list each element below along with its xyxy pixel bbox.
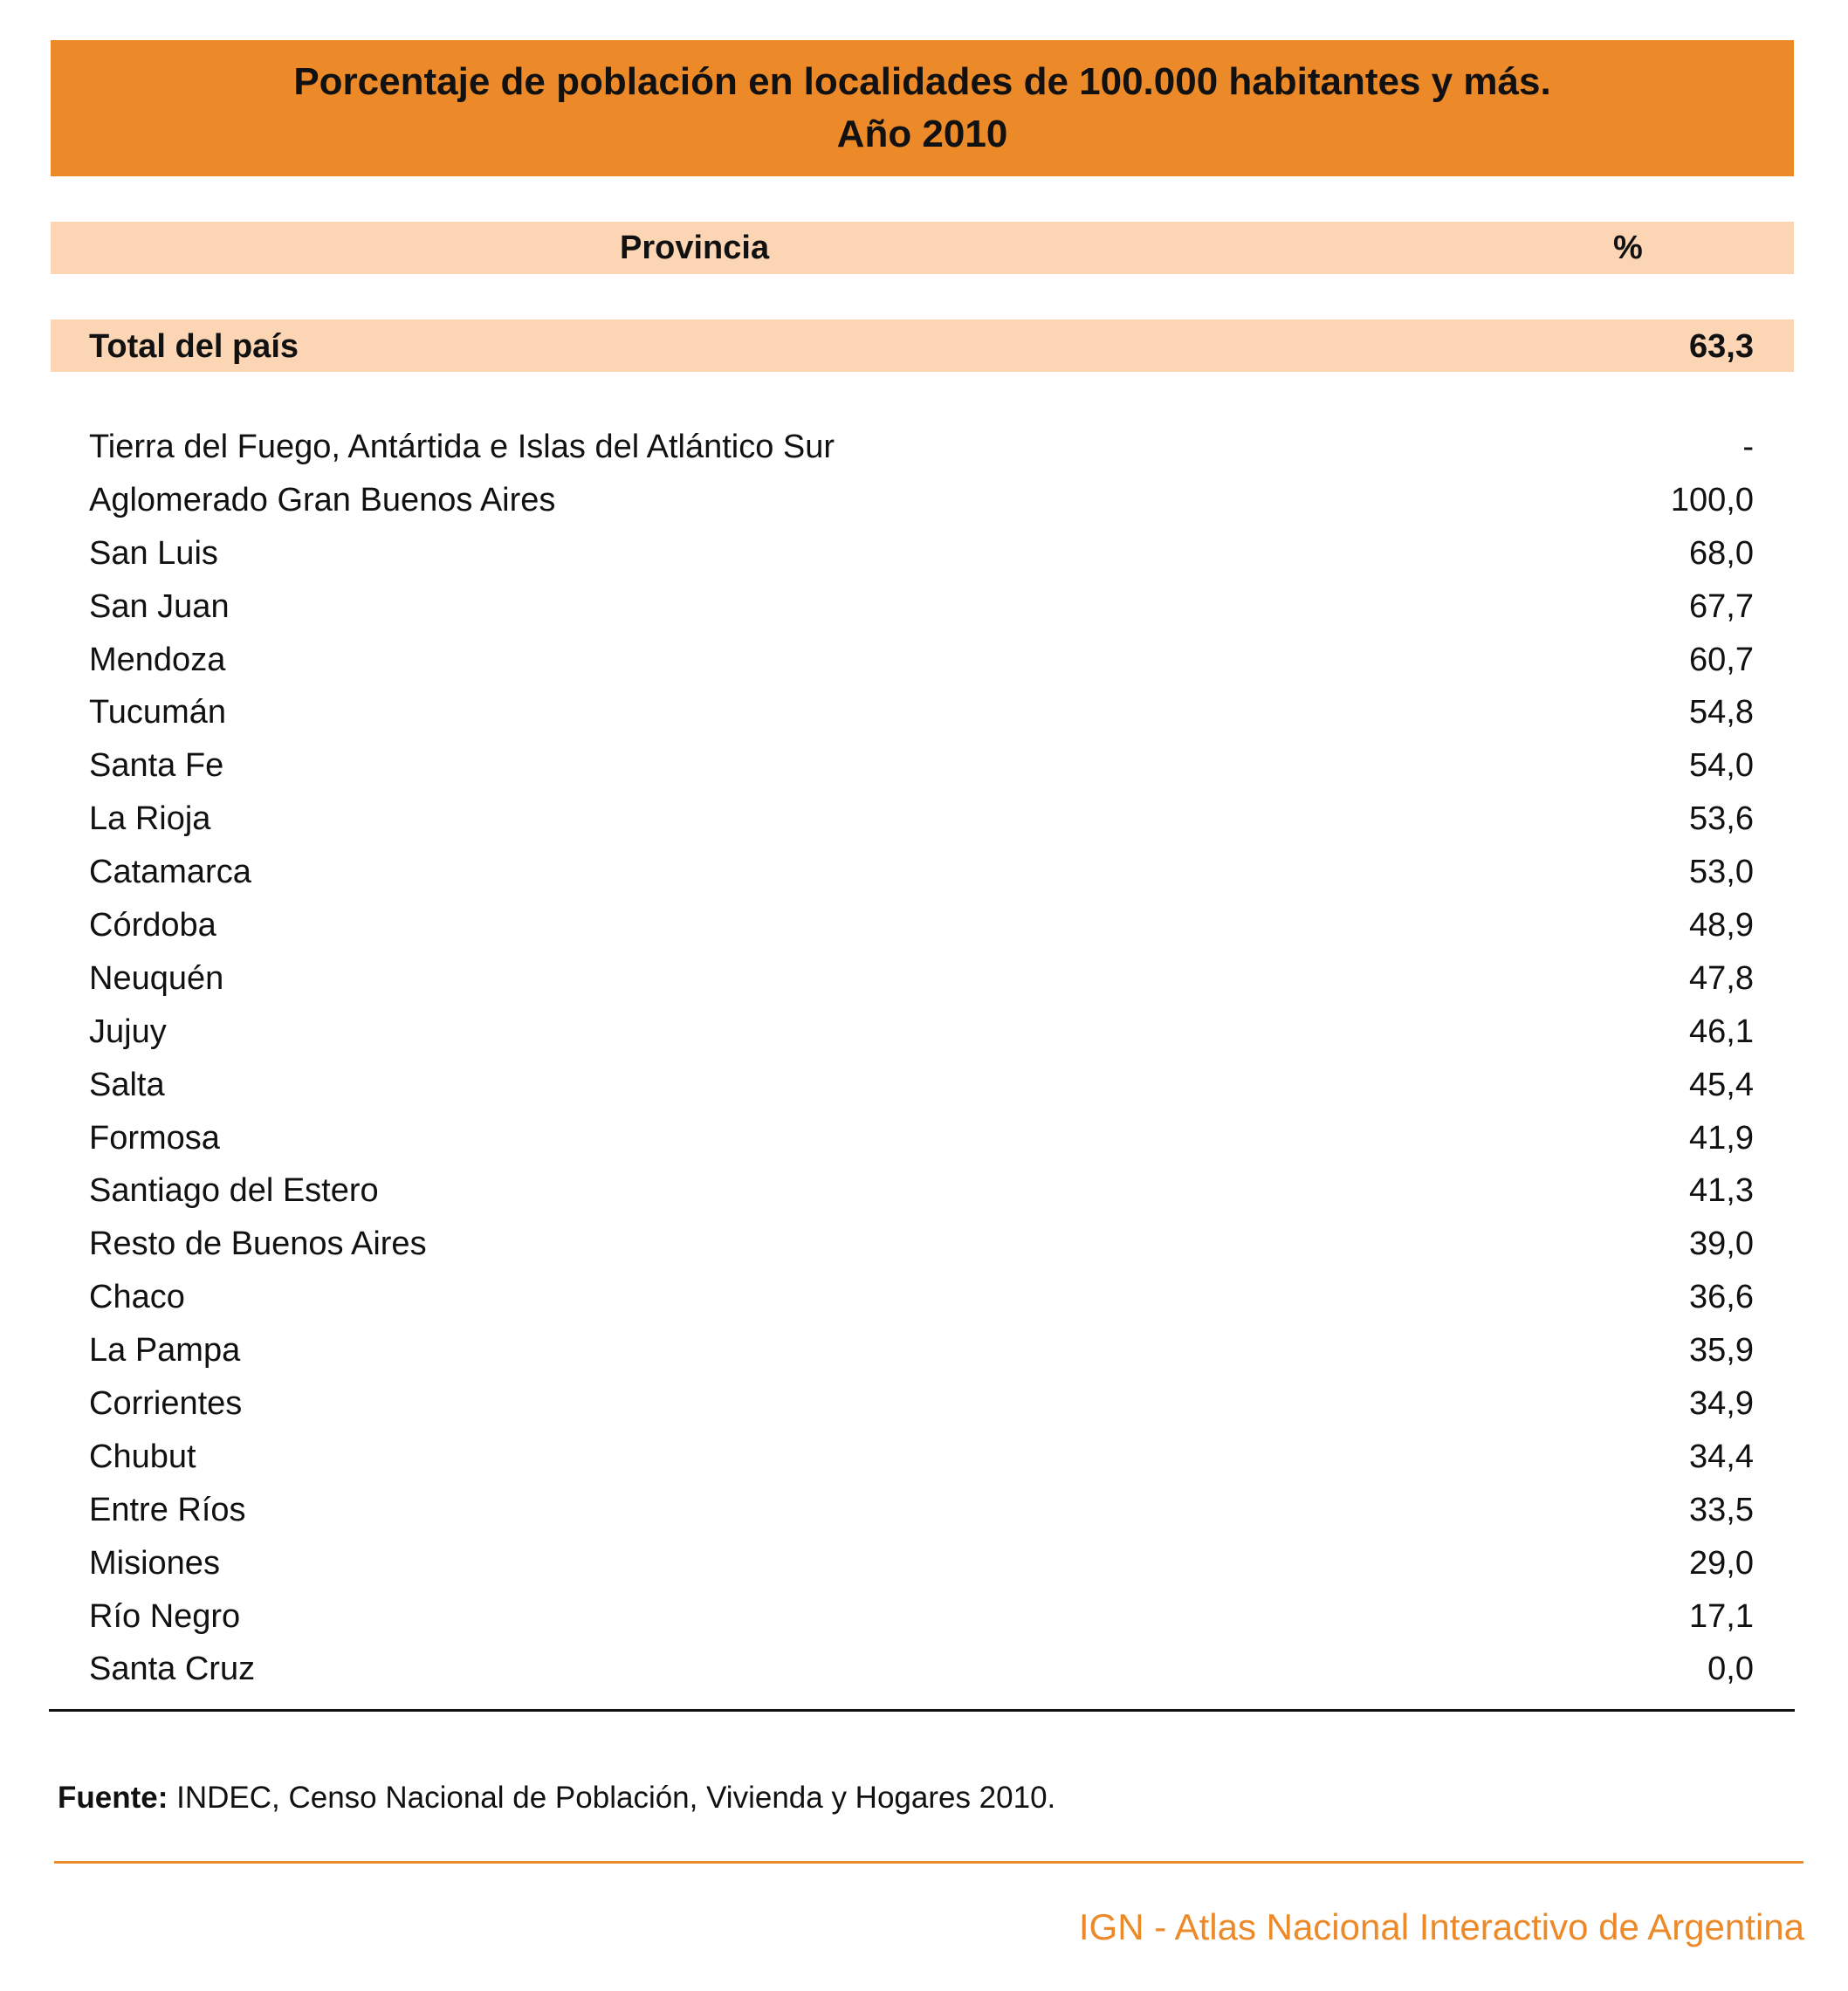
- province-name: Mendoza: [89, 641, 226, 678]
- total-value: 63,3: [1689, 328, 1754, 365]
- table-subtitle-year: Año 2010: [836, 113, 1008, 155]
- column-header-row: [51, 222, 1794, 274]
- table-row: [51, 1164, 1794, 1218]
- province-name: Catamarca: [89, 854, 251, 891]
- table-row: [51, 793, 1794, 846]
- table-row: [51, 1006, 1794, 1059]
- table-row: [51, 686, 1794, 739]
- province-name: Chubut: [89, 1438, 196, 1475]
- province-name: Resto de Buenos Aires: [89, 1225, 427, 1263]
- table-bottom-rule: [49, 1709, 1795, 1712]
- province-name: La Pampa: [89, 1332, 241, 1370]
- province-percent: 33,5: [1689, 1491, 1754, 1528]
- province-name: La Rioja: [89, 800, 211, 838]
- table-row: [51, 1218, 1794, 1271]
- province-percent: 17,1: [1689, 1597, 1754, 1635]
- table-row: [51, 527, 1794, 580]
- table-row: [51, 739, 1794, 793]
- province-percent: 67,7: [1689, 587, 1754, 625]
- table-row: [51, 1484, 1794, 1537]
- title-banner: [51, 40, 1794, 176]
- province-name: San Luis: [89, 534, 218, 572]
- province-percent: 34,9: [1689, 1385, 1754, 1423]
- province-name: Entre Ríos: [89, 1491, 246, 1528]
- province-name: Santa Cruz: [89, 1651, 256, 1688]
- column-header-percent: %: [1613, 230, 1643, 266]
- table-row: [51, 1059, 1794, 1112]
- province-percent: -: [1742, 429, 1754, 465]
- province-name: Tierra del Fuego, Antártida e Islas del Atlántico Sur: [89, 429, 835, 465]
- footer-brand: IGN - Atlas Nacional Interactivo de Argentina: [1078, 1906, 1804, 1947]
- source-note: [58, 1777, 1055, 1819]
- province-percent: 48,9: [1689, 907, 1754, 944]
- province-name: Aglomerado Gran Buenos Aires: [89, 481, 556, 518]
- source-text: INDEC, Censo Nacional de Población, Vivienda y Hogares 2010.: [168, 1781, 1056, 1815]
- table-row: [51, 1324, 1794, 1377]
- province-percent: 54,0: [1689, 747, 1754, 785]
- province-percent: 53,0: [1689, 854, 1754, 891]
- province-percent: 68,0: [1689, 534, 1754, 572]
- source-label: Fuente:: [58, 1781, 168, 1815]
- province-percent: 46,1: [1689, 1013, 1754, 1050]
- table-row: [51, 1537, 1794, 1590]
- province-name: Tucumán: [89, 694, 226, 731]
- table-row: [51, 1271, 1794, 1324]
- province-percent: 39,0: [1689, 1225, 1754, 1263]
- table-row: [51, 474, 1794, 527]
- total-row: [51, 319, 1794, 372]
- table-row: [51, 952, 1794, 1006]
- table-row: [51, 634, 1794, 687]
- total-label: Total del país: [89, 328, 299, 365]
- province-percent: 60,7: [1689, 641, 1754, 678]
- province-name: Salta: [89, 1066, 165, 1103]
- table-row: [51, 580, 1794, 634]
- table-row: [51, 1377, 1794, 1431]
- table-title: Porcentaje de población en localidades de 100.000 habitantes y más.: [293, 60, 1551, 103]
- province-percent: 41,3: [1689, 1172, 1754, 1210]
- table-row: [51, 1431, 1794, 1484]
- province-percent: 0,0: [1707, 1651, 1754, 1688]
- province-table-body: [51, 421, 1794, 1696]
- table-row: [51, 1112, 1794, 1165]
- province-percent: 36,6: [1689, 1279, 1754, 1316]
- province-name: Formosa: [89, 1119, 220, 1157]
- province-name: Misiones: [89, 1544, 220, 1582]
- province-percent: 100,0: [1670, 481, 1754, 518]
- province-name: Chaco: [89, 1279, 185, 1316]
- province-name: Neuquén: [89, 959, 224, 997]
- province-name: Santa Fe: [89, 747, 224, 785]
- province-percent: 54,8: [1689, 694, 1754, 731]
- province-percent: 35,9: [1689, 1332, 1754, 1370]
- table-row: [51, 899, 1794, 952]
- province-name: Jujuy: [89, 1013, 167, 1050]
- column-header-province: Provincia: [620, 230, 770, 266]
- province-name: Santiago del Estero: [89, 1172, 379, 1210]
- footer-divider: [54, 1861, 1803, 1864]
- table-row: [51, 1590, 1794, 1644]
- province-percent: 45,4: [1689, 1066, 1754, 1103]
- province-name: San Juan: [89, 587, 230, 625]
- province-percent: 53,6: [1689, 800, 1754, 838]
- table-row: [51, 846, 1794, 899]
- province-percent: 41,9: [1689, 1119, 1754, 1157]
- province-percent: 47,8: [1689, 959, 1754, 997]
- table-row: [51, 421, 1794, 474]
- province-name: Río Negro: [89, 1597, 241, 1635]
- province-percent: 29,0: [1689, 1544, 1754, 1582]
- province-name: Corrientes: [89, 1385, 243, 1423]
- province-name: Córdoba: [89, 907, 216, 944]
- table-row: [51, 1643, 1794, 1696]
- province-percent: 34,4: [1689, 1438, 1754, 1475]
